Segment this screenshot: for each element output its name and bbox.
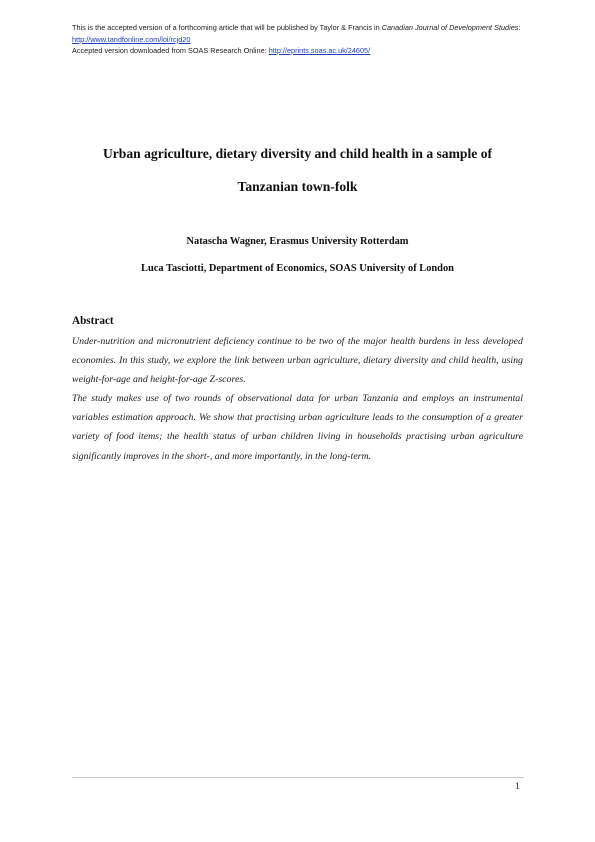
abstract-heading: Abstract — [72, 315, 114, 327]
notice-text: This is the accepted version of a forthcoming article that will be published by Taylor & Francis in — [72, 23, 382, 32]
journal-name: Canadian Journal of Development Studies — [381, 23, 519, 32]
accepted-version-notice — [72, 22, 532, 57]
abstract-body — [72, 332, 523, 466]
repository-link[interactable]: http://eprints.soas.ac.uk/24605/ — [268, 46, 371, 55]
author-tasciotti: Luca Tasciotti, Department of Economics, SOAS University of London — [141, 263, 454, 274]
notice-separator: : — [518, 23, 521, 32]
page-number: 1 — [515, 782, 520, 792]
journal-link[interactable]: http://www.tandfonline.com/loi/rcjd20 — [72, 34, 191, 44]
paper-title-line-2: Tanzanian town-folk — [237, 179, 358, 194]
footer-divider — [72, 777, 524, 778]
abstract-paragraph-1: Under-nutrition and micronutrient deficiency continue to be two of the major health burdens in less developed economies. In this study, we explore the link between urban agriculture, dietary diversity and child health, using weight-for-age and height-for-age Z-scores. — [72, 336, 523, 386]
abstract-paragraph-2: The study makes use of two rounds of observational data for urban Tanzania and employs an instrumental variables estimation approach. We show that practising urban agriculture leads to the consumption of a greater variety of food items; the health status of urban children living in households practising urban agriculture significantly improves in the short-, and more importantly, in the long-term. — [72, 393, 523, 462]
notice-download-text: Accepted version downloaded from SOAS Research Online: — [72, 46, 269, 55]
author-wagner: Natascha Wagner, Erasmus University Rotterdam — [186, 236, 409, 247]
paper-title-line-1: Urban agriculture, dietary diversity and child health in a sample of — [102, 146, 493, 161]
